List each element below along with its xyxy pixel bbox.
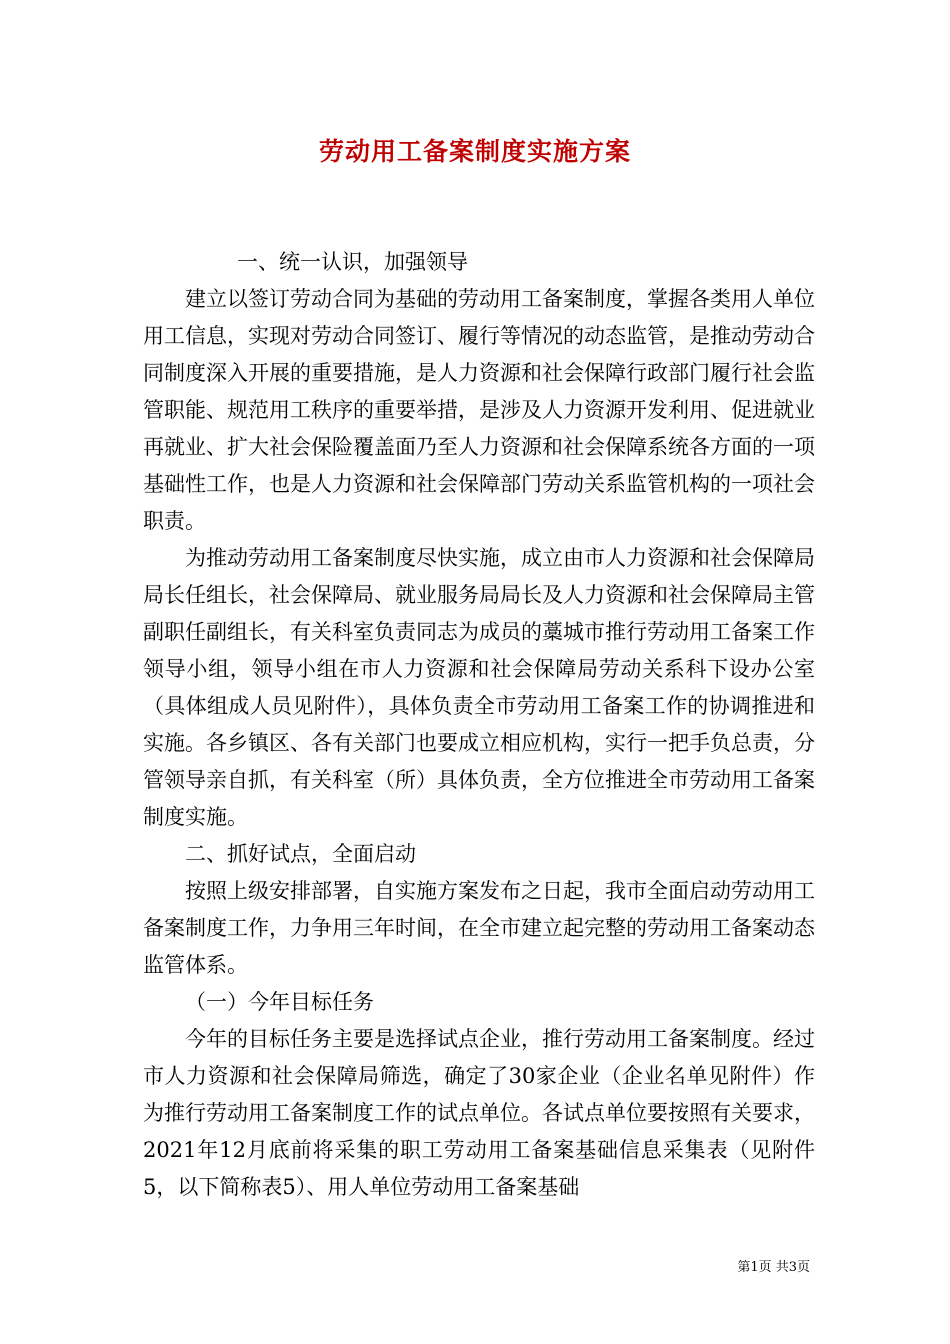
page-number-footer: 第1页 共3页 [737,1260,810,1275]
subsection-heading: （一）今年目标任务 [185,990,374,1014]
document-body [143,244,815,1206]
section-heading-2: 二、抓好试点，全面启动 [185,842,416,866]
document-title: 劳动用工备案制度实施方案 [318,137,631,166]
section-heading-1: 一、统一认识，加强领导 [237,250,468,274]
paragraph: 建立以签订劳动合同为基础的劳动用工备案制度，掌握各类用人单位用工信息，实现对劳动合同签订、履行等情况的动态监管，是推动劳动合同制度深入开展的重要措施，是人力资源和社会保障行政部门履行社会监管职能、规范用工秩序的重要举措，是涉及人力资源开发利用、促进就业再就业、扩大社会保险覆盖面乃至人力资源和社会保障系统各方面的一项基础性工作，也是人力资源和社会保障部门劳动关系监管机构的一项社会职责。 [143,287,815,533]
paragraph: 今年的目标任务主要是选择试点企业，推行劳动用工备案制度。经过市人力资源和社会保障局筛选，确定了30家企业（企业名单见附件）作为推行劳动用工备案制度工作的试点单位。各试点单位要按照有关要求，2021年12月底前将采集的职工劳动用工备案基础信息采集表（见附件5，以下简称表5）、用人单位劳动用工备案基础 [143,1027,815,1199]
paragraph: 按照上级安排部署，自实施方案发布之日起，我市全面启动劳动用工备案制度工作，力争用三年时间，在全市建立起完整的劳动用工备案动态监管体系。 [143,879,815,977]
paragraph: 为推动劳动用工备案制度尽快实施，成立由市人力资源和社会保障局局长任组长，社会保障局、就业服务局局长及人力资源和社会保障局主管副职任副组长，有关科室负责同志为成员的藁城市推行劳动用工备案工作领导小组，领导小组在市人力资源和社会保障局劳动关系科下设办公室（具体组成人员见附件），具体负责全市劳动用工备案工作的协调推进和实施。各乡镇区、各有关部门也要成立相应机构，实行一把手负总责，分管领导亲自抓，有关科室（所）具体负责，全方位推进全市劳动用工备案制度实施。 [143,546,815,829]
